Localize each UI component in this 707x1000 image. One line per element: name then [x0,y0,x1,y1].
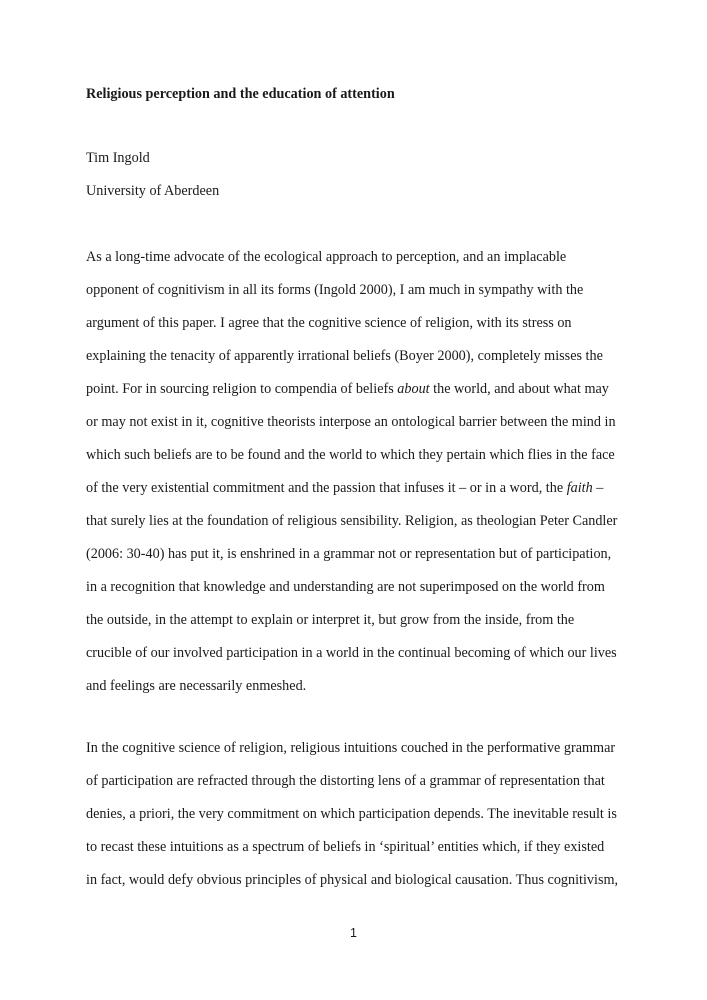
emphasis-about: about [397,381,430,397]
line-text: of the very existential commitment and the passion that infuses it – or in a word, the [86,480,567,496]
author-affiliation: University of Aberdeen [86,183,220,199]
paragraph-line: or may not exist in it, cognitive theorists interpose an ontological barrier between the mind in [86,414,616,430]
paragraph-line: opponent of cognitivism in all its forms (Ingold 2000), I am much in sympathy with the [86,282,584,298]
paragraph-line: which such beliefs are to be found and the world to which they pertain which flies in the face [86,447,615,463]
paper-title: Religious perception and the education of attention [86,86,395,102]
paragraph-line: in a recognition that knowledge and understanding are not superimposed on the world from [86,579,605,595]
paragraph-line: in fact, would defy obvious principles of physical and biological causation. Thus cognitivism, [86,872,619,888]
paragraph-line [86,379,646,412]
paragraph-line: As a long-time advocate of the ecological approach to perception, and an implacable [86,249,567,265]
paragraph-line: to recast these intuitions as a spectrum of beliefs in ‘spiritual’ entities which, if they existed [86,839,605,855]
paragraph-line [86,478,646,511]
paragraph-line: (2006: 30-40) has put it, is enshrined in a grammar not or representation but of participation, [86,546,612,562]
author-name: Tim Ingold [86,150,150,166]
line-text: point. For in sourcing religion to compendia of beliefs [86,381,398,397]
paragraph-line: denies, a priori, the very commitment on which participation depends. The inevitable result is [86,806,617,822]
emphasis-faith: faith [566,480,593,496]
paragraph-line: crucible of our involved participation in a world in the continual becoming of which our lives [86,645,617,661]
paragraph-line: explaining the tenacity of apparently irrational beliefs (Boyer 2000), completely misses the [86,348,603,364]
page-number: 1 [350,926,357,940]
paragraph-line: that surely lies at the foundation of religious sensibility. Religion, as theologian Peter Candler [86,513,618,529]
body-paragraph-2 [86,738,646,903]
line-text: – [592,480,604,496]
paragraph-line: of participation are refracted through the distorting lens of a grammar of representation that [86,773,605,789]
paragraph-line: the outside, in the attempt to explain or interpret it, but grow from the inside, from the [86,612,575,628]
line-text: the world, and about what may [429,381,609,397]
body-paragraph-1 [86,247,646,709]
paragraph-line: and feelings are necessarily enmeshed. [86,678,307,694]
paragraph-line: argument of this paper. I agree that the cognitive science of religion, with its stress on [86,315,572,331]
paragraph-line: In the cognitive science of religion, religious intuitions couched in the performative grammar [86,740,616,756]
